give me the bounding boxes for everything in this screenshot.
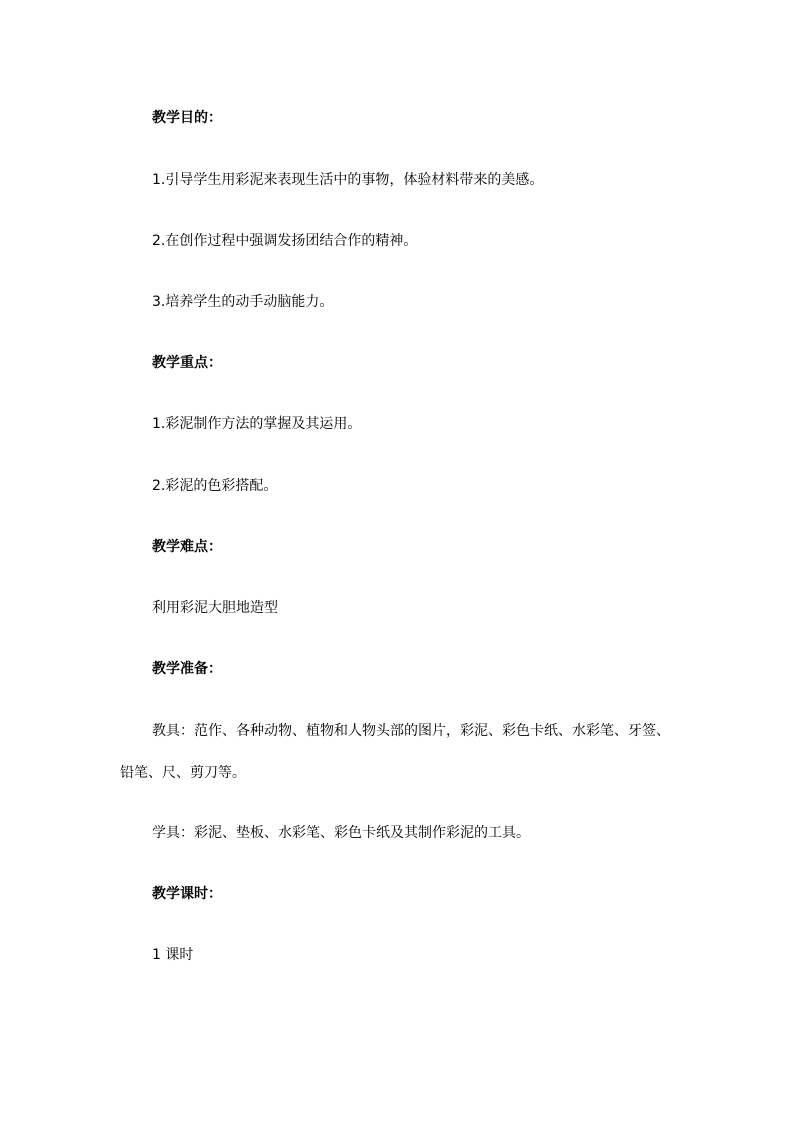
objectives-heading: 教学目的：	[152, 110, 222, 126]
key-point-item-1: 1.彩泥制作方法的掌握及其运用。	[152, 416, 362, 432]
difficulties-text: 利用彩泥大胆地造型	[152, 600, 278, 616]
difficulties-heading: 教学难点：	[152, 539, 222, 555]
teacher-tools-paragraph: 教具：范作、各种动物、植物和人物头部的图片，彩泥、彩色卡纸、水彩笔、牙签、铅笔、尺、剪刀等。	[120, 723, 670, 781]
preparation-heading: 教学准备：	[152, 661, 222, 677]
key-points-heading: 教学重点：	[152, 355, 222, 371]
objective-item-2: 2.在创作过程中强调发扬团结合作的精神。	[152, 233, 418, 249]
objective-item-3: 3.培养学生的动手动脑能力。	[152, 294, 334, 310]
periods-text: 1 课时	[152, 947, 194, 963]
student-tools-paragraph: 学具：彩泥、垫板、水彩笔、彩色卡纸及其制作彩泥的工具。	[152, 825, 530, 841]
key-point-item-2: 2.彩泥的色彩搭配。	[152, 478, 278, 494]
periods-heading: 教学课时：	[152, 886, 222, 902]
objective-item-1: 1.引导学生用彩泥来表现生活中的事物，体验材料带来的美感。	[152, 172, 544, 188]
